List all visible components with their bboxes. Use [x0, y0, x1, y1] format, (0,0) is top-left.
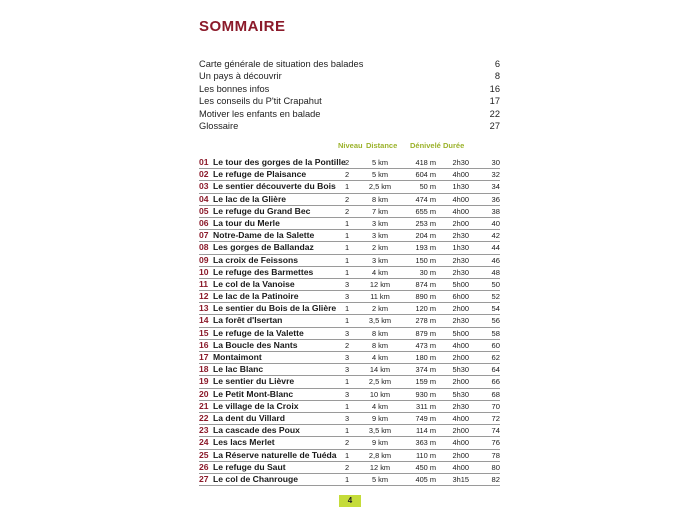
balade-distance: 7 km [371, 206, 388, 216]
balade-name: Le refuge des Barmettes [213, 266, 314, 277]
balade-denivele: 879 m [415, 328, 436, 338]
table-row[interactable] [199, 340, 500, 352]
intro-item[interactable] [199, 70, 500, 82]
header-distance: Distance [366, 141, 398, 150]
balade-denivele: 193 m [415, 243, 436, 253]
balade-page: 42 [491, 231, 500, 241]
balade-niveau: 1 [344, 243, 350, 253]
table-row[interactable] [199, 279, 500, 291]
balade-duree: 4h00 [452, 194, 469, 204]
table-row[interactable] [199, 242, 500, 254]
balade-page: 66 [491, 377, 500, 387]
balade-duree: 1h30 [452, 243, 469, 253]
balade-distance: 14 km [369, 365, 391, 375]
balade-niveau: 2 [344, 438, 350, 448]
balade-niveau: 1 [344, 218, 350, 228]
balade-denivele: 120 m [415, 304, 436, 314]
balade-niveau: 2 [344, 170, 350, 180]
balade-name: Le col de Chanrouge [213, 473, 298, 484]
intro-item[interactable] [199, 58, 500, 70]
balade-niveau: 2 [344, 158, 350, 167]
balade-name: Le refuge de Plaisance [213, 169, 307, 180]
column-headers [199, 141, 500, 153]
balade-page: 60 [491, 340, 500, 350]
balade-distance: 10 km [369, 389, 391, 399]
balade-distance: 5 km [371, 170, 388, 180]
balade-distance: 12 km [369, 462, 391, 472]
balade-distance: 2 km [371, 304, 388, 314]
balade-distance: 11 km [370, 292, 390, 302]
balade-denivele: 114 m [416, 426, 436, 436]
intro-item-label: Motiver les enfants en balade [199, 108, 321, 119]
balade-denivele: 890 m [415, 292, 436, 302]
balade-page: 54 [491, 304, 500, 314]
balade-duree: 1h30 [452, 182, 469, 192]
balade-niveau: 2 [344, 462, 350, 472]
balade-niveau: 1 [344, 304, 350, 314]
balade-niveau: 2 [344, 194, 350, 204]
balade-page: 62 [491, 353, 500, 362]
balade-number: 27 [199, 473, 209, 484]
balade-number: 26 [199, 461, 209, 472]
balade-number: 19 [199, 376, 209, 387]
balade-number: 12 [199, 291, 209, 302]
balade-duree: 2h30 [452, 231, 469, 241]
balade-number: 20 [199, 388, 209, 399]
balade-niveau: 3 [344, 365, 350, 375]
balade-distance: 12 km [369, 279, 391, 289]
balade-page: 30 [491, 158, 500, 167]
balade-name: La croix de Feissons [213, 254, 299, 265]
balade-page: 50 [491, 279, 500, 289]
balade-duree: 2h00 [452, 450, 469, 460]
balade-number: 14 [199, 315, 209, 326]
balade-denivele: 159 m [415, 377, 436, 387]
page-number: 4 [339, 495, 361, 507]
balade-niveau: 3 [344, 389, 350, 399]
balade-name: La tour du Merle [213, 217, 280, 228]
table-row[interactable] [199, 157, 500, 169]
balade-number: 23 [199, 425, 209, 436]
balade-name: Le col de la Vanoise [213, 278, 295, 289]
balade-denivele: 604 m [415, 170, 436, 180]
balade-denivele: 50 m [419, 182, 436, 192]
balade-number: 03 [199, 181, 209, 192]
table-row[interactable] [199, 474, 500, 486]
balade-distance: 2,5 km [368, 182, 392, 192]
balade-page: 74 [491, 426, 500, 436]
balade-page: 34 [491, 182, 500, 192]
balade-duree: 2h00 [452, 377, 469, 387]
balade-name: La forêt d'Isertan [213, 315, 283, 326]
balade-distance: 9 km [371, 438, 388, 448]
intro-item-label: Les bonnes infos [199, 83, 270, 94]
intro-item-page: 16 [489, 83, 500, 94]
balade-niveau: 1 [344, 316, 350, 326]
balade-niveau: 2 [344, 206, 350, 216]
balade-number: 07 [199, 230, 209, 241]
balade-duree: 2h00 [452, 353, 469, 362]
balade-number: 01 [199, 157, 209, 167]
balade-name: Notre-Dame de la Salette [213, 230, 315, 241]
balade-denivele: 180 m [415, 353, 436, 362]
balade-niveau: 1 [344, 231, 350, 241]
table-row[interactable] [199, 376, 500, 388]
balade-duree: 4h00 [452, 438, 469, 448]
balade-denivele: 418 m [415, 158, 436, 167]
header-niveau: Niveau [338, 141, 363, 150]
table-row[interactable] [199, 303, 500, 315]
table-row[interactable] [199, 364, 500, 376]
balade-niveau: 1 [344, 255, 350, 265]
balade-niveau: 3 [344, 413, 350, 423]
balade-page: 70 [491, 401, 500, 411]
table-row[interactable] [199, 218, 500, 230]
intro-item-label: Les conseils du P'tit Crapahut [199, 96, 322, 107]
balade-number: 05 [199, 205, 209, 216]
intro-item-label: Carte générale de situation des balades [199, 59, 364, 69]
balade-duree: 4h00 [452, 462, 469, 472]
balade-page: 44 [491, 243, 500, 253]
table-row[interactable] [199, 389, 500, 401]
balade-niveau: 2 [344, 340, 350, 350]
balade-number: 09 [199, 254, 209, 265]
balade-distance: 3,5 km [368, 426, 392, 436]
intro-item[interactable] [199, 120, 500, 132]
balade-duree: 4h00 [452, 170, 469, 180]
balade-denivele: 278 m [415, 316, 436, 326]
balade-name: Montaimont [213, 352, 262, 362]
balade-name: Le Petit Mont-Blanc [213, 388, 294, 399]
balade-denivele: 474 m [415, 194, 436, 204]
balade-name: Le lac Blanc [213, 364, 264, 375]
balade-denivele: 405 m [415, 474, 436, 484]
balade-number: 06 [199, 217, 209, 228]
balade-page: 48 [491, 267, 500, 277]
intro-item[interactable] [199, 95, 500, 107]
balade-number: 17 [199, 352, 209, 362]
balade-niveau: 3 [344, 279, 350, 289]
balade-number: 15 [199, 327, 209, 338]
table-row[interactable] [199, 352, 500, 364]
balade-distance: 2,5 km [368, 377, 392, 387]
intro-item-page: 6 [494, 59, 500, 69]
balade-niveau: 1 [344, 182, 350, 192]
balade-duree: 4h00 [452, 340, 469, 350]
balade-distance: 9 km [371, 413, 388, 423]
balade-number: 21 [199, 400, 209, 411]
balade-niveau: 1 [344, 450, 350, 460]
balade-page: 64 [491, 365, 500, 375]
intro-item[interactable] [199, 83, 500, 95]
balade-name: Les lacs Merlet [213, 437, 275, 448]
balade-distance: 3 km [371, 255, 388, 265]
balade-denivele: 363 m [415, 438, 436, 448]
table-row[interactable] [199, 413, 500, 425]
balade-name: Le sentier du Lièvre [213, 376, 295, 387]
balade-name: La Réserve naturelle de Tuéda [213, 449, 337, 460]
balade-distance: 4 km [371, 267, 388, 277]
balade-name: Le sentier du Bois de la Glière [213, 303, 337, 314]
balade-page: 58 [491, 328, 500, 338]
balade-denivele: 450 m [415, 462, 436, 472]
balade-page: 52 [491, 292, 500, 302]
balade-page: 80 [491, 462, 500, 472]
balade-name: Les gorges de Ballandaz [213, 242, 314, 253]
balade-duree: 2h00 [452, 304, 469, 314]
balade-distance: 2,8 km [368, 450, 392, 460]
balade-page: 76 [491, 438, 500, 448]
balade-denivele: 150 m [415, 255, 436, 265]
balade-distance: 3,5 km [368, 316, 392, 326]
balade-duree: 5h30 [452, 389, 469, 399]
balade-name: Le village de la Croix [213, 400, 299, 411]
balade-name: Le sentier découverte du Bois [213, 181, 336, 192]
balade-niveau: 1 [344, 401, 350, 411]
balade-number: 04 [199, 193, 209, 204]
balade-denivele: 374 m [415, 365, 436, 375]
balade-duree: 3h15 [452, 474, 469, 484]
balade-duree: 2h00 [452, 218, 469, 228]
balade-duree: 2h30 [452, 316, 469, 326]
intro-item-page: 17 [489, 96, 500, 107]
balade-distance: 8 km [371, 194, 388, 204]
table-row[interactable] [199, 437, 500, 449]
balade-number: 22 [199, 412, 209, 423]
balade-duree: 5h00 [452, 328, 469, 338]
table-row[interactable] [199, 462, 500, 474]
balade-name: Le refuge de la Valette [213, 327, 304, 338]
balade-denivele: 930 m [415, 389, 436, 399]
balade-duree: 2h30 [452, 401, 469, 411]
table-row[interactable] [199, 194, 500, 206]
balade-page: 32 [491, 170, 500, 180]
balade-page: 72 [491, 413, 500, 423]
balade-duree: 4h00 [452, 206, 469, 216]
balade-duree: 5h30 [452, 365, 469, 375]
balade-denivele: 874 m [415, 279, 436, 289]
balade-niveau: 1 [344, 377, 350, 387]
balade-denivele: 311 m [416, 401, 436, 411]
table-row[interactable] [199, 230, 500, 242]
balade-niveau: 1 [344, 267, 350, 277]
balade-name: La dent du Villard [213, 412, 285, 423]
header-denivele: Dénivelé [410, 141, 441, 150]
balade-duree: 2h30 [452, 255, 469, 265]
balade-distance: 2 km [371, 243, 388, 253]
balade-number: 16 [199, 339, 209, 350]
balade-page: 78 [491, 450, 500, 460]
balade-duree: 2h30 [452, 158, 469, 167]
balade-page: 68 [491, 389, 500, 399]
header-duree: Durée [443, 141, 465, 150]
balade-distance: 3 km [371, 218, 388, 228]
table-row[interactable] [199, 425, 500, 437]
table-row[interactable] [199, 181, 500, 193]
balade-denivele: 655 m [415, 206, 436, 216]
balade-duree: 2h00 [452, 426, 469, 436]
balade-name: Le tour des gorges de la Pontille [213, 157, 346, 167]
table-row[interactable] [199, 206, 500, 218]
intro-item-label: Glossaire [199, 120, 239, 131]
balade-page: 82 [491, 474, 500, 484]
page-title: SOMMAIRE [199, 18, 286, 35]
table-row[interactable] [199, 401, 500, 413]
balade-number: 18 [199, 364, 209, 375]
intro-item-page: 22 [489, 108, 500, 119]
balade-distance: 5 km [371, 158, 388, 167]
intro-item-label: Un pays à découvrir [199, 71, 282, 82]
intro-item-page: 8 [494, 71, 500, 82]
balade-number: 25 [199, 449, 209, 460]
balade-name: Le lac de la Glière [213, 193, 287, 204]
table-row[interactable] [199, 255, 500, 267]
intro-item-page: 27 [489, 120, 500, 131]
balade-distance: 4 km [371, 401, 388, 411]
balade-page: 36 [491, 194, 500, 204]
balade-page: 46 [491, 255, 500, 265]
balade-distance: 3 km [371, 231, 388, 241]
table-row[interactable] [199, 169, 500, 181]
balade-distance: 5 km [371, 474, 388, 484]
balade-number: 10 [199, 266, 209, 277]
balade-page: 38 [491, 206, 500, 216]
balade-duree: 6h00 [452, 292, 469, 302]
balade-distance: 8 km [371, 340, 388, 350]
intro-list [199, 58, 500, 132]
balade-duree: 5h00 [452, 279, 469, 289]
balade-denivele: 253 m [415, 218, 436, 228]
balade-number: 02 [199, 169, 209, 180]
balade-page: 56 [491, 316, 500, 326]
table-row[interactable] [199, 450, 500, 462]
balade-number: 13 [199, 303, 209, 314]
balade-distance: 8 km [371, 328, 388, 338]
balade-denivele: 473 m [415, 340, 436, 350]
balade-niveau: 3 [344, 328, 350, 338]
balade-denivele: 110 m [416, 450, 436, 460]
balade-page: 40 [491, 218, 500, 228]
balade-denivele: 204 m [415, 231, 436, 241]
table-row[interactable] [199, 291, 500, 303]
balade-denivele: 749 m [415, 413, 436, 423]
balade-name: La cascade des Poux [213, 425, 300, 436]
table-row[interactable] [199, 267, 500, 279]
intro-item[interactable] [199, 108, 500, 120]
balade-denivele: 30 m [419, 267, 436, 277]
table-row[interactable] [199, 328, 500, 340]
balade-niveau: 3 [344, 292, 350, 302]
balade-name: La Boucle des Nants [213, 339, 298, 350]
balade-duree: 2h30 [452, 267, 469, 277]
balade-number: 08 [199, 242, 209, 253]
balade-niveau: 3 [344, 353, 350, 362]
balade-name: Le refuge du Saut [213, 461, 286, 472]
balade-number: 24 [199, 437, 209, 448]
table-row[interactable] [199, 315, 500, 327]
balade-name: Le lac de la Patinoire [213, 291, 299, 302]
balade-niveau: 1 [344, 474, 350, 484]
balade-duree: 4h00 [452, 413, 469, 423]
balades-table [199, 157, 500, 486]
balade-number: 11 [199, 278, 209, 289]
balade-name: Le refuge du Grand Bec [213, 205, 311, 216]
balade-distance: 4 km [371, 353, 388, 362]
balade-niveau: 1 [344, 426, 350, 436]
